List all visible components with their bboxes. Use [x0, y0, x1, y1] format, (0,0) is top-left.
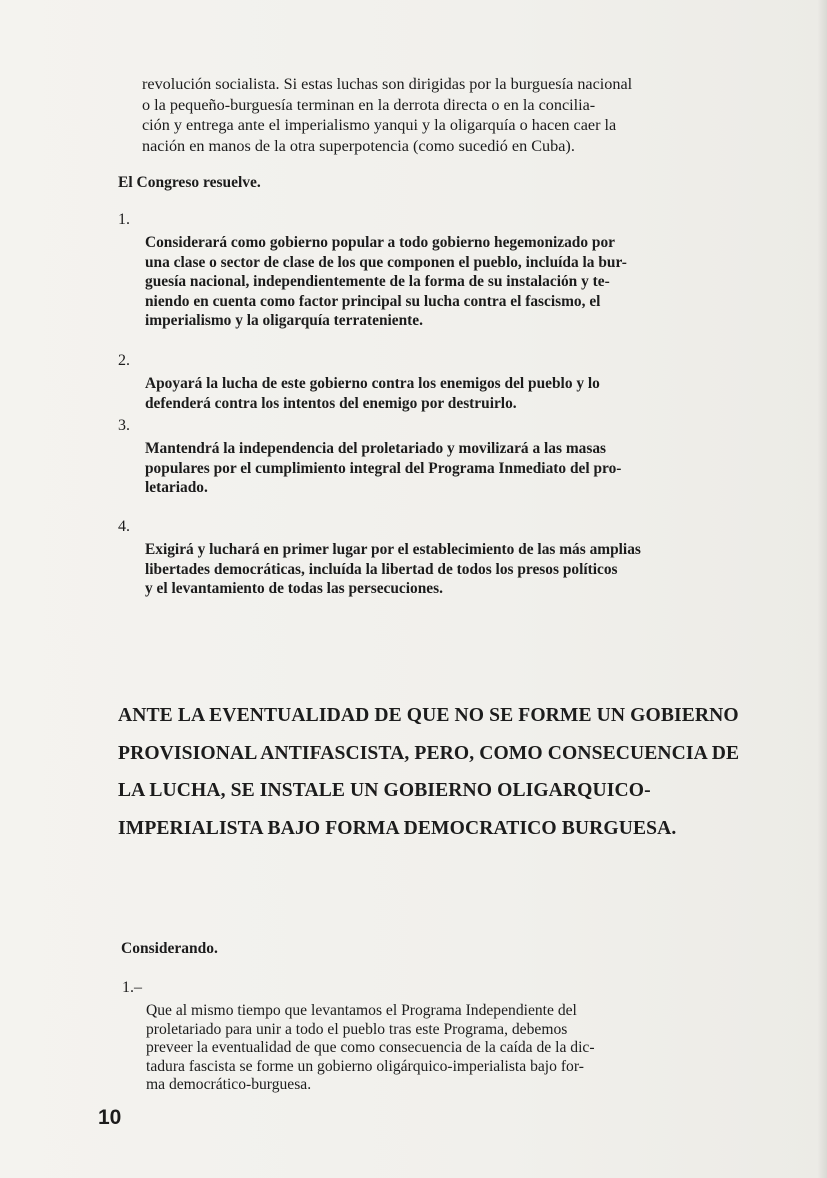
considering-label: Considerando.	[121, 940, 218, 957]
item-number: 4.	[118, 518, 130, 535]
text-line: niendo en cuenta como factor principal su lucha contra el fascismo, el	[145, 292, 601, 310]
text-line: una clase o sector de clase de los que componen el pueblo, incluída la bur-	[145, 253, 627, 271]
text-line: guesía nacional, independientemente de la forma de su instalación y te-	[145, 273, 610, 291]
item-number: 2.	[118, 352, 130, 369]
text-line: Considerará como gobierno popular a todo gobierno hegemonizado por	[145, 234, 615, 251]
text-line: preveer la eventualidad de que como consecuencia de la caída de la dic-	[146, 1039, 595, 1057]
heading-line: IMPERIALISTA BAJO FORMA DEMOCRATICO BURGUESA.	[118, 817, 677, 839]
text-line: imperialismo y la oligarquía terrateniente.	[145, 312, 423, 330]
resolution-label: El Congreso resuelve.	[118, 174, 261, 191]
heading-line: PROVISIONAL ANTIFASCISTA, PERO, COMO CONSECUENCIA DE	[118, 742, 740, 764]
text-line: defenderá contra los intentos del enemigo por destruirlo.	[145, 394, 517, 412]
text-line: populares por el cumplimiento integral del Programa Inmediato del pro-	[145, 459, 622, 477]
text-line: revolución socialista. Si estas luchas son dirigidas por la burguesía nacional	[142, 75, 633, 93]
text-line: letariado.	[145, 479, 208, 497]
text-line: Que al mismo tiempo que levantamos el Programa Independiente del	[146, 1002, 577, 1019]
text-line: o la pequeño-burguesía terminan en la derrota directa o en la concilia-	[142, 95, 596, 114]
item-number: 3.	[118, 417, 130, 434]
resolution-item	[145, 540, 749, 599]
resolution-item	[145, 374, 749, 413]
page-edge-shadow	[817, 0, 827, 1178]
section-heading	[118, 697, 808, 847]
bottom-paragraph	[146, 1002, 726, 1095]
text-line: Exigirá y luchará en primer lugar por el establecimiento de las más amplias	[145, 541, 641, 558]
resolution-item	[145, 233, 749, 331]
page-number: 10	[98, 1106, 122, 1129]
top-paragraph	[142, 74, 748, 156]
heading-line: ANTE LA EVENTUALIDAD DE QUE NO SE FORME UN GOBIERNO	[118, 705, 739, 726]
text-line: libertades democráticas, incluída la libertad de todos los presos políticos	[145, 560, 618, 578]
text-line: proletariado para unir a todo el pueblo tras este Programa, debemos	[146, 1020, 568, 1038]
heading-line: LA LUCHA, SE INSTALE UN GOBIERNO OLIGARQUICO-	[118, 780, 651, 801]
resolution-item	[145, 439, 749, 498]
text-line: ma democrático-burguesa.	[146, 1076, 312, 1094]
text-line: y el levantamiento de todas las persecuciones.	[145, 580, 443, 598]
considering-number: 1.–	[122, 979, 142, 996]
text-line: Apoyará la lucha de este gobierno contra los enemigos del pueblo y lo	[145, 375, 600, 392]
text-line: ción y entrega ante el imperialismo yanqui y la oligarquía o hacen caer la	[142, 116, 617, 134]
item-number: 1.	[118, 211, 130, 228]
text-line: tadura fascista se forme un gobierno oligárquico-imperialista bajo for-	[146, 1057, 584, 1075]
text-line: Mantendrá la independencia del proletariado y movilizará a las masas	[145, 440, 607, 457]
text-line: nación en manos de la otra superpotencia (como sucedió en Cuba).	[142, 136, 575, 155]
